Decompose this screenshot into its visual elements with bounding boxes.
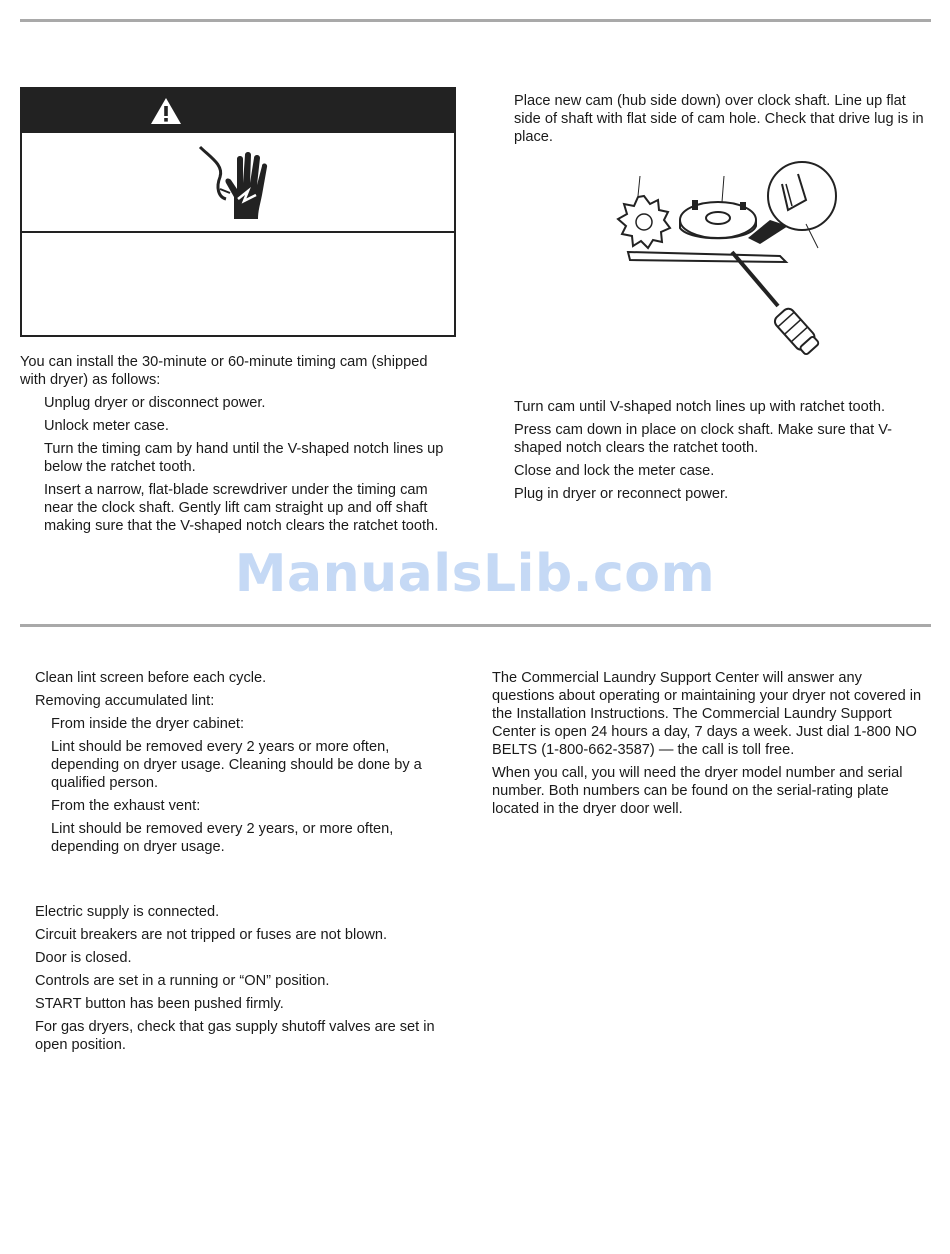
step-1: Unplug dryer or disconnect power. [44,395,266,411]
step-3: Turn the timing cam by hand until the V-shaped notch lines up below the ratchet tooth. [44,441,444,475]
check-item-6: For gas dryers, check that gas supply shutoff valves are set in open position. [35,1019,435,1053]
check-item-3: Door is closed. [35,950,132,966]
check-item-4: Controls are set in a running or “ON” position. [35,973,330,989]
top-rule [20,19,931,22]
lint-item-1: Clean lint screen before each cycle. [35,670,267,686]
timing-intro: You can install the 30-minute or 60-minute timing cam (shipped with dryer) as follows: [20,354,428,388]
warning-box [20,87,456,337]
warning-header [22,89,454,133]
lint-sub-4: Lint should be removed every 2 years, or more often, depending on dryer usage. [51,821,394,855]
timing-cam-screwdriver-diagram [610,160,842,360]
warning-triangle-icon [150,97,182,125]
place-cam-text: Place new cam (hub side down) over clock shaft. Line up flat side of shaft with flat side of cam hole. Check that drive lug is in place. [514,93,924,145]
timing-cam-finish-column [514,398,932,508]
step-4: Insert a narrow, flat-blade screwdriver under the timing cam near the clock shaft. Gently lift cam straight up and off shaft making sure that the V-shaped notch clears the ratchet tooth. [44,482,439,534]
support-p2: When you call, you will need the dryer model number and serial number. Both numbers can be found on the serial-rating plate located in the dryer door well. [492,765,903,817]
lint-item-2: Removing accumulated lint: [35,693,215,709]
lint-column [35,669,455,861]
watermark: ManualsLib.com [234,544,716,604]
timing-cam-intro-column [20,353,456,540]
lint-sub-2: Lint should be removed every 2 years or more often, depending on dryer usage. Cleaning should be done by a qualified person. [51,739,422,791]
warning-icon-area [22,133,454,233]
support-p1: The Commercial Laundry Support Center will answer any questions about operating or maintaining your dryer not covered in the Installation Instructions. The Commercial Laundry Support Center is open 24 hours a day, 7 days a week. Just dial 1-800 NO BELTS (1-800-662-3587) — the call is toll free. [492,670,922,758]
step-5: Turn cam until V-shaped notch lines up with ratchet tooth. [514,399,885,415]
step-7: Close and lock the meter case. [514,463,715,479]
support-column [492,669,928,823]
timing-cam-install-column [514,92,932,151]
lint-sub-3: From the exhaust vent: [51,798,201,814]
step-2: Unlock meter case. [44,418,169,434]
step-8: Plug in dryer or reconnect power. [514,486,729,502]
step-6: Press cam down in place on clock shaft. Make sure that V-shaped notch clears the ratchet tooth. [514,422,892,456]
check-item-1: Electric supply is connected. [35,904,220,920]
lint-sub-1: From inside the dryer cabinet: [51,716,245,732]
electric-shock-hand-icon [190,139,290,225]
check-item-5: START button has been pushed firmly. [35,996,284,1012]
check-column [35,903,455,1059]
section-rule [20,624,931,627]
check-item-2: Circuit breakers are not tripped or fuses are not blown. [35,927,388,943]
